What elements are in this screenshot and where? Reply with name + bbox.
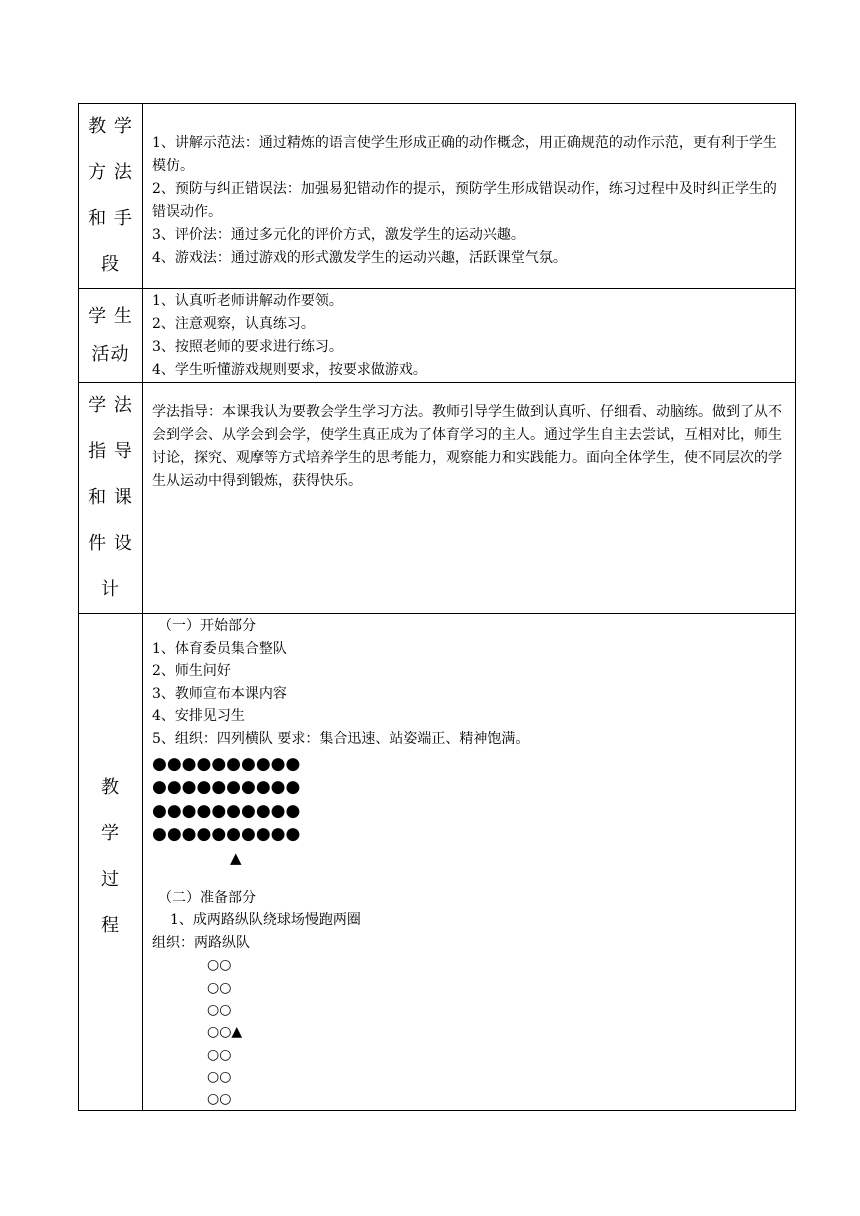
row-content	[143, 383, 796, 614]
formation-row: ●●●●●●●●●●	[152, 753, 301, 774]
row-header	[79, 383, 143, 614]
row-teaching-process	[79, 614, 796, 1111]
row-student-activity	[79, 289, 796, 383]
part1-item: 4、安排见习生	[152, 708, 245, 725]
formation-diagram	[152, 753, 789, 869]
column-row: ○○	[207, 1091, 232, 1108]
column-row: ○○▲	[207, 1024, 243, 1041]
header-teaching-methods: 教 学 方 法 和 手 段	[88, 116, 133, 275]
column-row: ○○	[207, 957, 232, 974]
learning-guidance-text: 学法指导：本课我认为要教会学生学习方法。教师引导学生做到认真听、仔细看、动脑练。做到了从不会到学会、从学会到会学，使学生真正成为了体育学习的主人。通过学生自主去尝试，互相对比，师生讨论，探究、观摩等方式培养学生的思考能力，观察能力和实践能力。面向全体学生，使不同层次的学生从运动中得到锻炼，获得快乐。	[152, 404, 782, 489]
row-content	[143, 289, 796, 383]
part2-item: 1、成两路纵队绕球场慢跑两圈	[170, 912, 361, 929]
part2-title: （二）准备部分	[158, 889, 256, 906]
activity-item: 3、按照老师的要求进行练习。	[152, 339, 343, 355]
method-item: 4、游戏法：通过游戏的形式激发学生的运动兴趣，活跃课堂气氛。	[152, 250, 567, 266]
row-content	[143, 614, 796, 1111]
part1-item: 3、教师宣布本课内容	[152, 685, 287, 702]
header-teaching-process: 教 学 过 程	[101, 777, 120, 937]
method-item: 3、评价法：通过多元化的评价方式，激发学生的运动兴趣。	[152, 227, 525, 243]
method-item: 1、讲解示范法：通过精炼的语言使学生形成正确的动作概念，用正确规范的动作示范，更有利于学生模仿。	[152, 135, 777, 174]
formation-row: ●●●●●●●●●●	[152, 777, 301, 798]
teacher-mark: ▲	[230, 848, 242, 867]
header-student-activity: 学 生 活动	[88, 305, 133, 365]
lesson-plan-table	[78, 103, 796, 1111]
activity-item: 4、学生听懂游戏规则要求，按要求做游戏。	[152, 362, 427, 378]
column-row: ○○	[207, 1001, 232, 1018]
row-learning-guidance	[79, 383, 796, 614]
part1-item: 5、组织：四列横队 要求：集合迅速、站姿端正、精神饱满。	[152, 730, 530, 747]
part1-item: 1、体育委员集合整队	[152, 640, 287, 657]
method-item: 2、预防与纠正错误法：加强易犯错动作的提示，预防学生形成错误动作，练习过程中及时纠正学生的错误动作。	[152, 181, 777, 220]
row-header	[79, 614, 143, 1111]
activity-item: 2、注意观察，认真练习。	[152, 316, 315, 332]
row-teaching-methods	[79, 104, 796, 289]
formation-row: ●●●●●●●●●●	[152, 824, 301, 845]
column-row: ○○	[207, 1068, 232, 1085]
column-row: ○○	[207, 979, 232, 996]
row-header	[79, 104, 143, 289]
part1-title: （一）开始部分	[158, 618, 256, 634]
formation-row: ●●●●●●●●●●	[152, 800, 301, 821]
column-row: ○○	[207, 1046, 232, 1063]
part2-organization: 组织：两路纵队	[152, 934, 250, 951]
header-learning-guidance: 学 法 指 导 和 课 件 设 计	[88, 395, 133, 600]
activity-item: 1、认真听老师讲解动作要领。	[152, 293, 343, 309]
row-header	[79, 289, 143, 383]
row-content	[143, 104, 796, 289]
part1-item: 2、师生问好	[152, 663, 231, 680]
column-diagram	[152, 954, 789, 1110]
